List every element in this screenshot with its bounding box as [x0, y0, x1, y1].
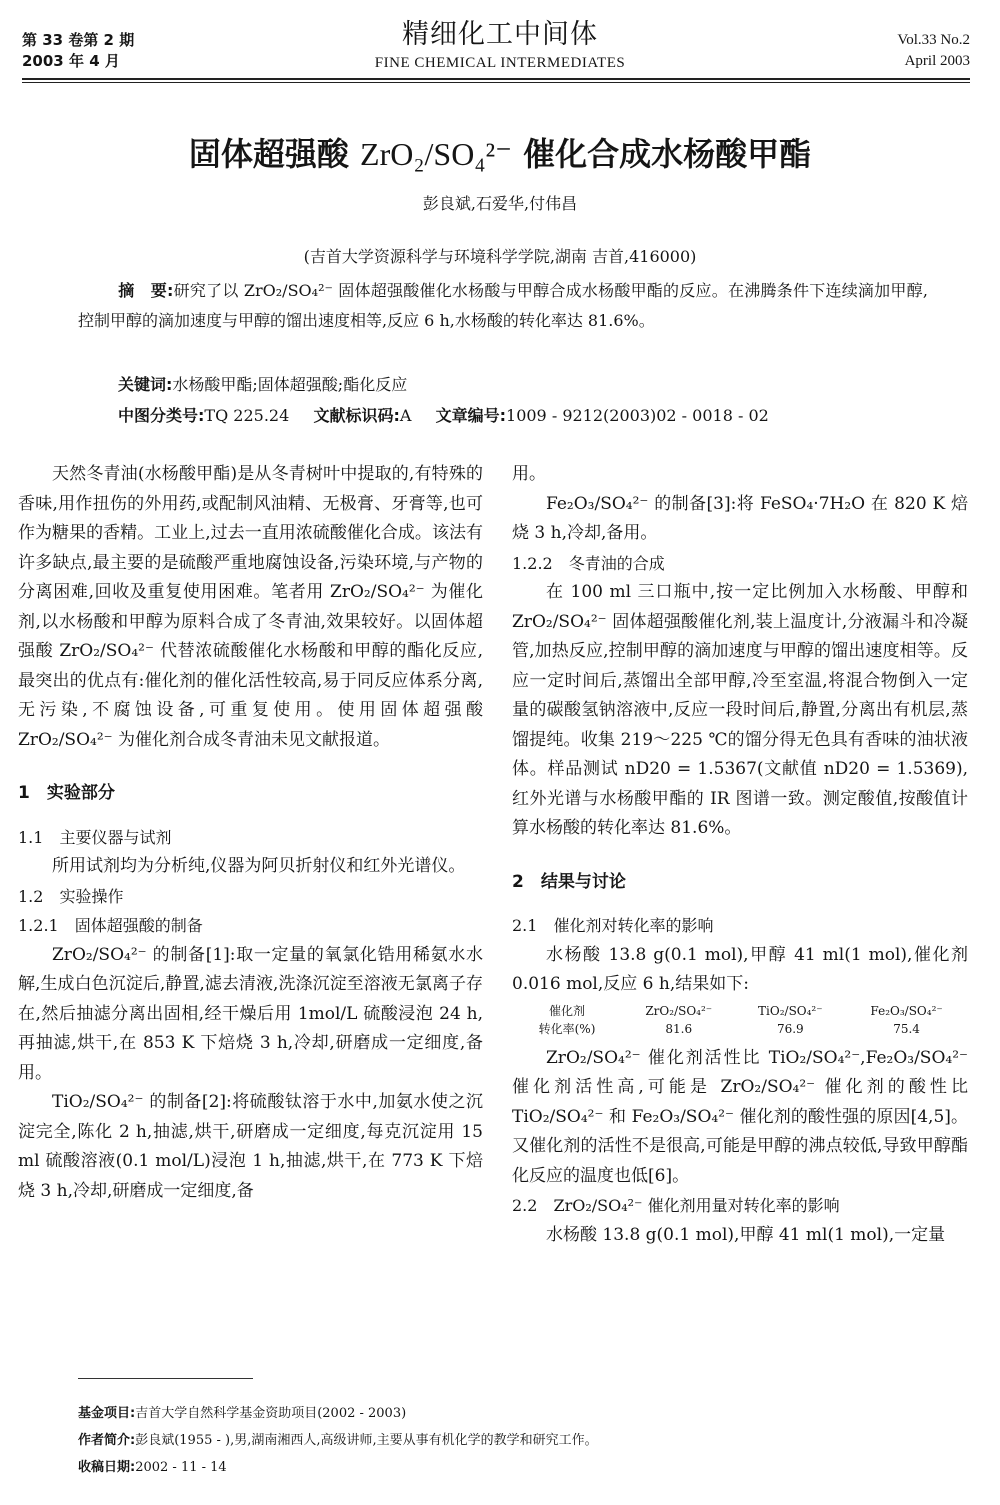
authors: 彭良斌,石爱华,付伟昌 — [422, 194, 578, 213]
header-rule — [22, 78, 970, 80]
section-2-heading: 2 结果与讨论 — [512, 871, 626, 892]
section-2-1-discussion: ZrO₂/SO₄²⁻ 催化剂活性比 TiO₂/SO₄²⁻,Fe₂O₃/SO₄²⁻ 催化剂活性高,可能是 ZrO₂/SO₄²⁻ 催化剂的酸性比 TiO₂/SO₄²⁻ 和 Fe₂O₃/SO₄²⁻ 催化剂的酸性强的原因[4,5]。又催化剂的活性不是很高,可能是甲醇的沸点较低,导致甲醇酯化反应的温度也低[6]。 — [512, 1047, 968, 1186]
section-2-1-heading: 2.1 催化剂对转化率的影响 — [512, 916, 714, 935]
section-1-1-heading: 1.1 主要仪器与试剂 — [18, 827, 172, 847]
title-formula: ZrO₂/SO₄²⁻ — [360, 136, 512, 172]
received-date-text: 2002 - 11 - 14 — [135, 1460, 227, 1475]
issue-date-cn: 2003 年 4 月 — [22, 52, 120, 70]
journal-volume-en-block — [897, 30, 970, 72]
section-1-2-heading: 1.2 实验操作 — [18, 886, 124, 906]
funding-note — [78, 1400, 938, 1427]
doc-code: A — [399, 406, 412, 425]
table-row — [512, 1002, 968, 1020]
received-date-label: 收稿日期: — [78, 1460, 136, 1475]
table-cell: 81.6 — [665, 1021, 693, 1036]
section-1-heading: 1 实验部分 — [18, 783, 115, 803]
title-part2: 催化合成水杨酸甲酯 — [523, 135, 812, 173]
section-2-2-heading: 2.2 ZrO₂/SO₄²⁻ 催化剂用量对转化率的影响 — [512, 1196, 840, 1215]
keywords-text: 水杨酸甲酯;固体超强酸;酯化反应 — [172, 375, 408, 394]
table-cell: Fe₂O₃/SO₄²⁻ — [870, 1003, 943, 1018]
table-row-label: 转化率(%) — [538, 1021, 596, 1036]
funding-text: 吉首大学自然科学基金资助项目(2002 - 2003) — [135, 1406, 407, 1421]
section-2-1-paragraph: 水杨酸 13.8 g(0.1 mol),甲醇 41 ml(1 mol),催化剂 0.016 mol,反应 6 h,结果如下: — [512, 944, 968, 994]
header-rule-thin — [22, 82, 970, 83]
title-part1: 固体超强酸 — [188, 135, 349, 173]
left-column — [18, 460, 483, 1206]
author-bio-label: 作者简介: — [78, 1433, 136, 1448]
section-2-2-paragraph: 水杨酸 13.8 g(0.1 mol),甲醇 41 ml(1 mol),一定量 — [546, 1224, 946, 1245]
table-row-label: 催化剂 — [548, 1003, 585, 1018]
table-cell: TiO₂/SO₄²⁻ — [758, 1003, 823, 1018]
article-number: 1009 - 9212(2003)02 - 0018 - 02 — [506, 406, 769, 425]
table-cell: 75.4 — [893, 1021, 920, 1036]
article-number-label: 文章编号: — [435, 406, 507, 425]
clc-code: TQ 225.24 — [204, 406, 290, 425]
section-1-2-2-heading: 1.2.2 冬青油的合成 — [512, 553, 665, 573]
abstract-text: 研究了以 ZrO₂/SO₄²⁻ 固体超强酸催化水杨酸与甲醇合成水杨酸甲酯的反应。在沸腾条件下连续滴加甲醇,控制甲醇的滴加速度与甲醇的馏出速度相等,反应 6 h,水杨酸的转化率达 81.6%。 — [78, 281, 928, 330]
table-row — [512, 1020, 968, 1038]
author-bio-text: 彭良斌(1955 - ),男,湖南湘西人,高级讲师,主要从事有机化学的教学和研究工作。 — [135, 1433, 598, 1448]
journal-issue-info — [22, 30, 134, 72]
issue-date-en: April 2003 — [904, 53, 970, 69]
volume-issue: 第 33 卷第 2 期 — [22, 31, 135, 49]
synthesis-paragraph: 在 100 ml 三口瓶中,按一定比例加入水杨酸、甲醇和 ZrO₂/SO₄²⁻ 固体超强酸催化剂,装上温度计,分液漏斗和冷凝管,加热反应,控制甲醇的滴加速度与甲醇的馏出速度相等。反应一定时间后,蒸馏出全部甲醇,冷至室温,将混合物倒入一定量的碳酸氢钠溶液中,反应一段时间后,静置,分离出有机层,蒸馏提纯。收集 219～225 ℃的馏分得无色具有香味的油状液体。样品测试 nD20 = 1.5367(文献值 nD20 = 1.5369),红外光谱与水杨酸甲酯的 IR 图谱一致。测定酸值,按酸值计算水杨酸的转化率达 81.6%。 — [512, 582, 968, 838]
section-1-2-1-heading: 1.2.1 固体超强酸的制备 — [18, 916, 203, 935]
footnote-rule — [78, 1378, 253, 1379]
volume-en: Vol.33 No.2 — [897, 32, 970, 48]
journal-title-block — [250, 18, 750, 74]
right-column — [512, 460, 968, 1250]
author-bio-note — [78, 1427, 938, 1454]
tio2-prep-paragraph: TiO₂/SO₄²⁻ 的制备[2]:将硫酸钛溶于水中,加氨水使之沉淀完全,陈化 2 h,抽滤,烘干,研磨成一定细度,每克沉淀用 15 ml 硫酸溶液(0.1 mol/L)浸泡 1 h,抽滤,烘干,在 773 K 下焙烧 3 h,冷却,研磨成一定细度,备 — [18, 1092, 483, 1201]
classification-line — [118, 401, 938, 431]
abstract — [78, 276, 928, 336]
journal-name-en: FINE CHEMICAL INTERMEDIATES — [374, 55, 626, 71]
section-1-1-paragraph: 所用试剂均为分析纯,仪器为阿贝折射仪和红外光谱仪。 — [52, 856, 466, 876]
abstract-label: 摘 要: — [118, 281, 174, 300]
received-date-note — [78, 1454, 938, 1481]
continued-text: 用。 — [512, 464, 546, 484]
fe2o3-prep-paragraph: Fe₂O₃/SO₄²⁻ 的制备[3]:将 FeSO₄·7H₂O 在 820 K 焙烧 3 h,冷却,备用。 — [512, 493, 968, 543]
zro2-prep-paragraph: ZrO₂/SO₄²⁻ 的制备[1]:取一定量的氧氯化锆用稀氨水水解,生成白色沉淀后,静置,滤去清液,洗涤沉淀至溶液无氯离子存在,然后抽滤分离出固相,经干燥后用 1mol/L 硫酸浸泡 24 h,再抽滤,烘干,在 853 K 下焙烧 3 h,冷却,研磨成一定细度,备用。 — [18, 944, 483, 1083]
table-cell: 76.9 — [776, 1021, 804, 1036]
paper-title — [0, 132, 1000, 176]
keywords — [118, 370, 918, 400]
keywords-label: 关键词: — [118, 375, 173, 394]
doc-code-label: 文献标识码: — [313, 406, 400, 425]
journal-name-cn: 精细化工中间体 — [402, 19, 598, 50]
funding-label: 基金项目: — [78, 1406, 136, 1421]
footnotes — [78, 1400, 938, 1481]
catalyst-results-table — [512, 1002, 968, 1038]
table-cell: ZrO₂/SO₄²⁻ — [645, 1003, 713, 1018]
intro-paragraph: 天然冬青油(水杨酸甲酯)是从冬青树叶中提取的,有特殊的香味,用作扭伤的外用药,或配制风油精、无极膏、牙膏等,也可作为糖果的香精。工业上,过去一直用浓硫酸催化合成。该法有许多缺点,最主要的是硫酸严重地腐蚀设备,污染环境,与产物的分离困难,回收及重复使用困难。笔者用 ZrO₂/SO₄²⁻ 为催化剂,以水杨酸和甲醇为原料合成了冬青油,效果较好。以固体超强酸 ZrO₂/SO₄²⁻ 代替浓硫酸催化水杨酸和甲醇的酯化反应,最突出的优点有:催化剂的催化活性较高,易于同反应体系分离,无污染,不腐蚀设备,可重复使用。使用固体超强酸 ZrO₂/SO₄²⁻ 为催化剂合成冬青油未见文献报道。 — [18, 464, 483, 750]
affiliation: (吉首大学资源科学与环境科学学院,湖南 吉首,416000) — [303, 247, 697, 266]
clc-label: 中图分类号: — [118, 406, 205, 425]
